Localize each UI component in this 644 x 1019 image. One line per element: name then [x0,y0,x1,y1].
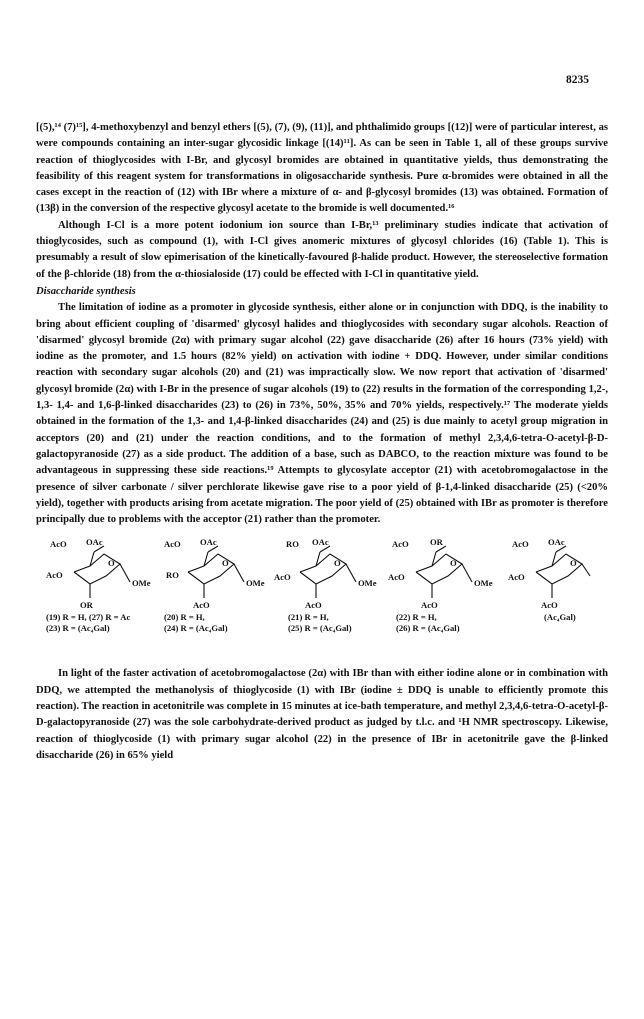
caption-line-1: (21) R = H, [288,612,329,623]
structure-19 [46,536,164,654]
page-number: 8235 [566,74,589,86]
sugar-ring-drawing [272,536,390,611]
structures-row [36,536,608,656]
label-top-right: OR [430,537,443,548]
label-left: RO [166,570,179,581]
label-right: OMe [132,578,151,589]
label-left: AcO [274,572,291,583]
label-top-right: OAc [312,537,329,548]
sugar-ring-drawing [508,536,608,611]
label-top-right: OAc [86,537,103,548]
caption-line-2: (25) R = (Ac₄Gal) [288,622,352,633]
structure-20 [160,536,278,654]
label-ring-o: O [222,558,229,569]
paragraph-3: The limitation of iodine as a promoter in glycoside synthesis, either alone or in conjunction with DDQ, is the inability to bring about efficient coupling of 'disarmed' glycosyl halides and thioglycosides with secondary sugar alcohols. Reaction of 'disarmed' glycosyl bromide (2α) with primary sugar alcohol (22) gave disaccharide (26) after 16 hours (73% yield) with iodine as the promoter, and 1.5 hours (82% yield) on activation with iodine + DDQ. However, under similar conditions reaction with secondary sugar alcohols (20) and (21) was impractically slow. We now report that activation of 'disarmed' glycosyl bromide (2α) with I-Br in the presence of sugar alcohols (19) to (22) results in the formation of the corresponding 1,2-, 1,3- 1,4- and 1,6-β-linked disaccharides (23) to (26) in 73%, 50%, 35% and 70% yields, respectively.¹⁷ The moderate yields obtained in the formation of the 1,3- and 1,4-β-linked disaccharides (24) and (25) is due mainly to acetyl group migration in acceptors (20) and (21) under the reaction conditions, and to the formation of methyl 2,3,4,6-tetra-O-acetyl-β-D-galactopyranoside (27) as a side product. The addition of a base, such as DABCO, to the reaction mixture was found to be advantageous in suppressing these side reactions.¹⁹ Attempts to glycosylate acceptor (21) with acetobromogalactose in the presence of silver carbonate / silver perchlorate likewise gave rise to a poor yield of β-1,4-linked disaccharide (25) (<20% yield), together with products arising from acetate migration. The poor yield of (25) obtained with IBr as promoter is therefore principally due to problems with the acceptor (21) rather than the promoter. [36,302,608,526]
label-left: AcO [388,572,405,583]
caption-line-2: (24) R = (Ac₄Gal) [164,622,228,633]
label-ring-o: O [334,558,341,569]
structure-caption [544,612,576,623]
label-top-right: OAc [548,537,565,548]
label-top-left: AcO [392,539,409,550]
structure-22 [388,536,506,654]
label-ring-o: O [450,558,457,569]
label-top-right: OAc [200,537,217,548]
caption-line-2: (23) R = (Ac₄Gal) [46,622,110,633]
label-left: AcO [46,570,63,581]
label-top-left: AcO [164,539,181,550]
label-right: OMe [358,578,377,589]
structure-21 [272,536,390,654]
structure-ac4gal [508,536,608,654]
section-heading: Disaccharide synthesis [36,285,136,297]
structure-caption [164,612,228,633]
label-ring-o: O [570,558,577,569]
caption-line-2: (26) R = (Ac₄Gal) [396,622,460,633]
label-bottom: OR [80,600,93,611]
caption-line-1: (Ac₄Gal) [544,612,576,623]
label-ring-o: O [108,558,115,569]
label-left: AcO [508,572,525,583]
caption-line-1: (22) R = H, [396,612,437,623]
sugar-ring-drawing [160,536,278,611]
label-top-left: AcO [50,539,67,550]
label-bottom: AcO [193,600,210,611]
label-top-left: AcO [512,539,529,550]
text-column [36,120,608,764]
sugar-ring-drawing [388,536,506,611]
label-bottom: AcO [305,600,322,611]
paragraph-4: In light of the faster activation of acetobromogalactose (2α) with IBr than with either iodine alone or in combination with DDQ, we attempted the methanolysis of thioglycoside (1) with IBr (iodine ± DDQ is unable to efficiently promote this reaction). The reaction in acetonitrile was complete in 15 minutes at ice-bath temperature, and methyl 2,3,4,6-tetra-O-acetyl-β-D-galactopyranoside (27) was the sole carbohydrate-derived product as judged by t.l.c. and ¹H NMR spectroscopy. Likewise, reaction of thioglycoside (1) with primary sugar alcohol (22) in the presence of IBr in acetonitrile gave the β-linked disaccharide (26) in 65% yield [36,668,608,761]
sugar-ring-drawing [46,536,164,611]
structure-caption [396,612,460,633]
paragraph-2: Although I-Cl is a more potent iodonium ion source than I-Br,¹³ preliminary studies indicate that activation of thioglycosides, such as compound (1), with I-Cl gives anomeric mixtures of glycosyl chlorides (16) (Table 1). This is presumably a result of slow epimerisation of the kinetically-favoured β-halide product. However, the stereoselective formation of the β-chloride (18) from the α-thiosialoside (17) could be effected with I-Cl in quantitative yield. [36,219,608,280]
structure-caption [46,612,130,633]
caption-line-1: (20) R = H, [164,612,205,623]
label-right: OMe [474,578,493,589]
paragraph-1: [(5),¹⁴ (7)¹⁵], 4-methoxybenzyl and benzyl ethers [(5), (7), (9), (11)], and phthalimido groups [(12)] were of particular interest, as were compounds containing an inter-sugar glycosidic linkage [(14)¹¹]. As can be seen in Table 1, all of these groups survive reaction of thioglycosides with I-Br, and glycosyl bromides are obtained in quantitative yields, thus demonstrating the feasibility of this reagent system for transformations in oligosaccharide synthesis. Pure α-bromides were obtained in all the cases except in the reaction of (12) with IBr where a mixture of α- and β-glycosyl bromides (13) was obtained. Formation of (13β) in the conversion of the respective glycosyl acetate to the bromide is well documented.¹⁶ [36,122,608,215]
caption-line-1: (19) R = H, (27) R = Ac [46,612,131,623]
label-bottom: AcO [541,600,558,611]
label-right: OMe [246,578,265,589]
label-top-left: RO [286,539,299,550]
structure-caption [288,612,352,633]
label-bottom: AcO [421,600,438,611]
